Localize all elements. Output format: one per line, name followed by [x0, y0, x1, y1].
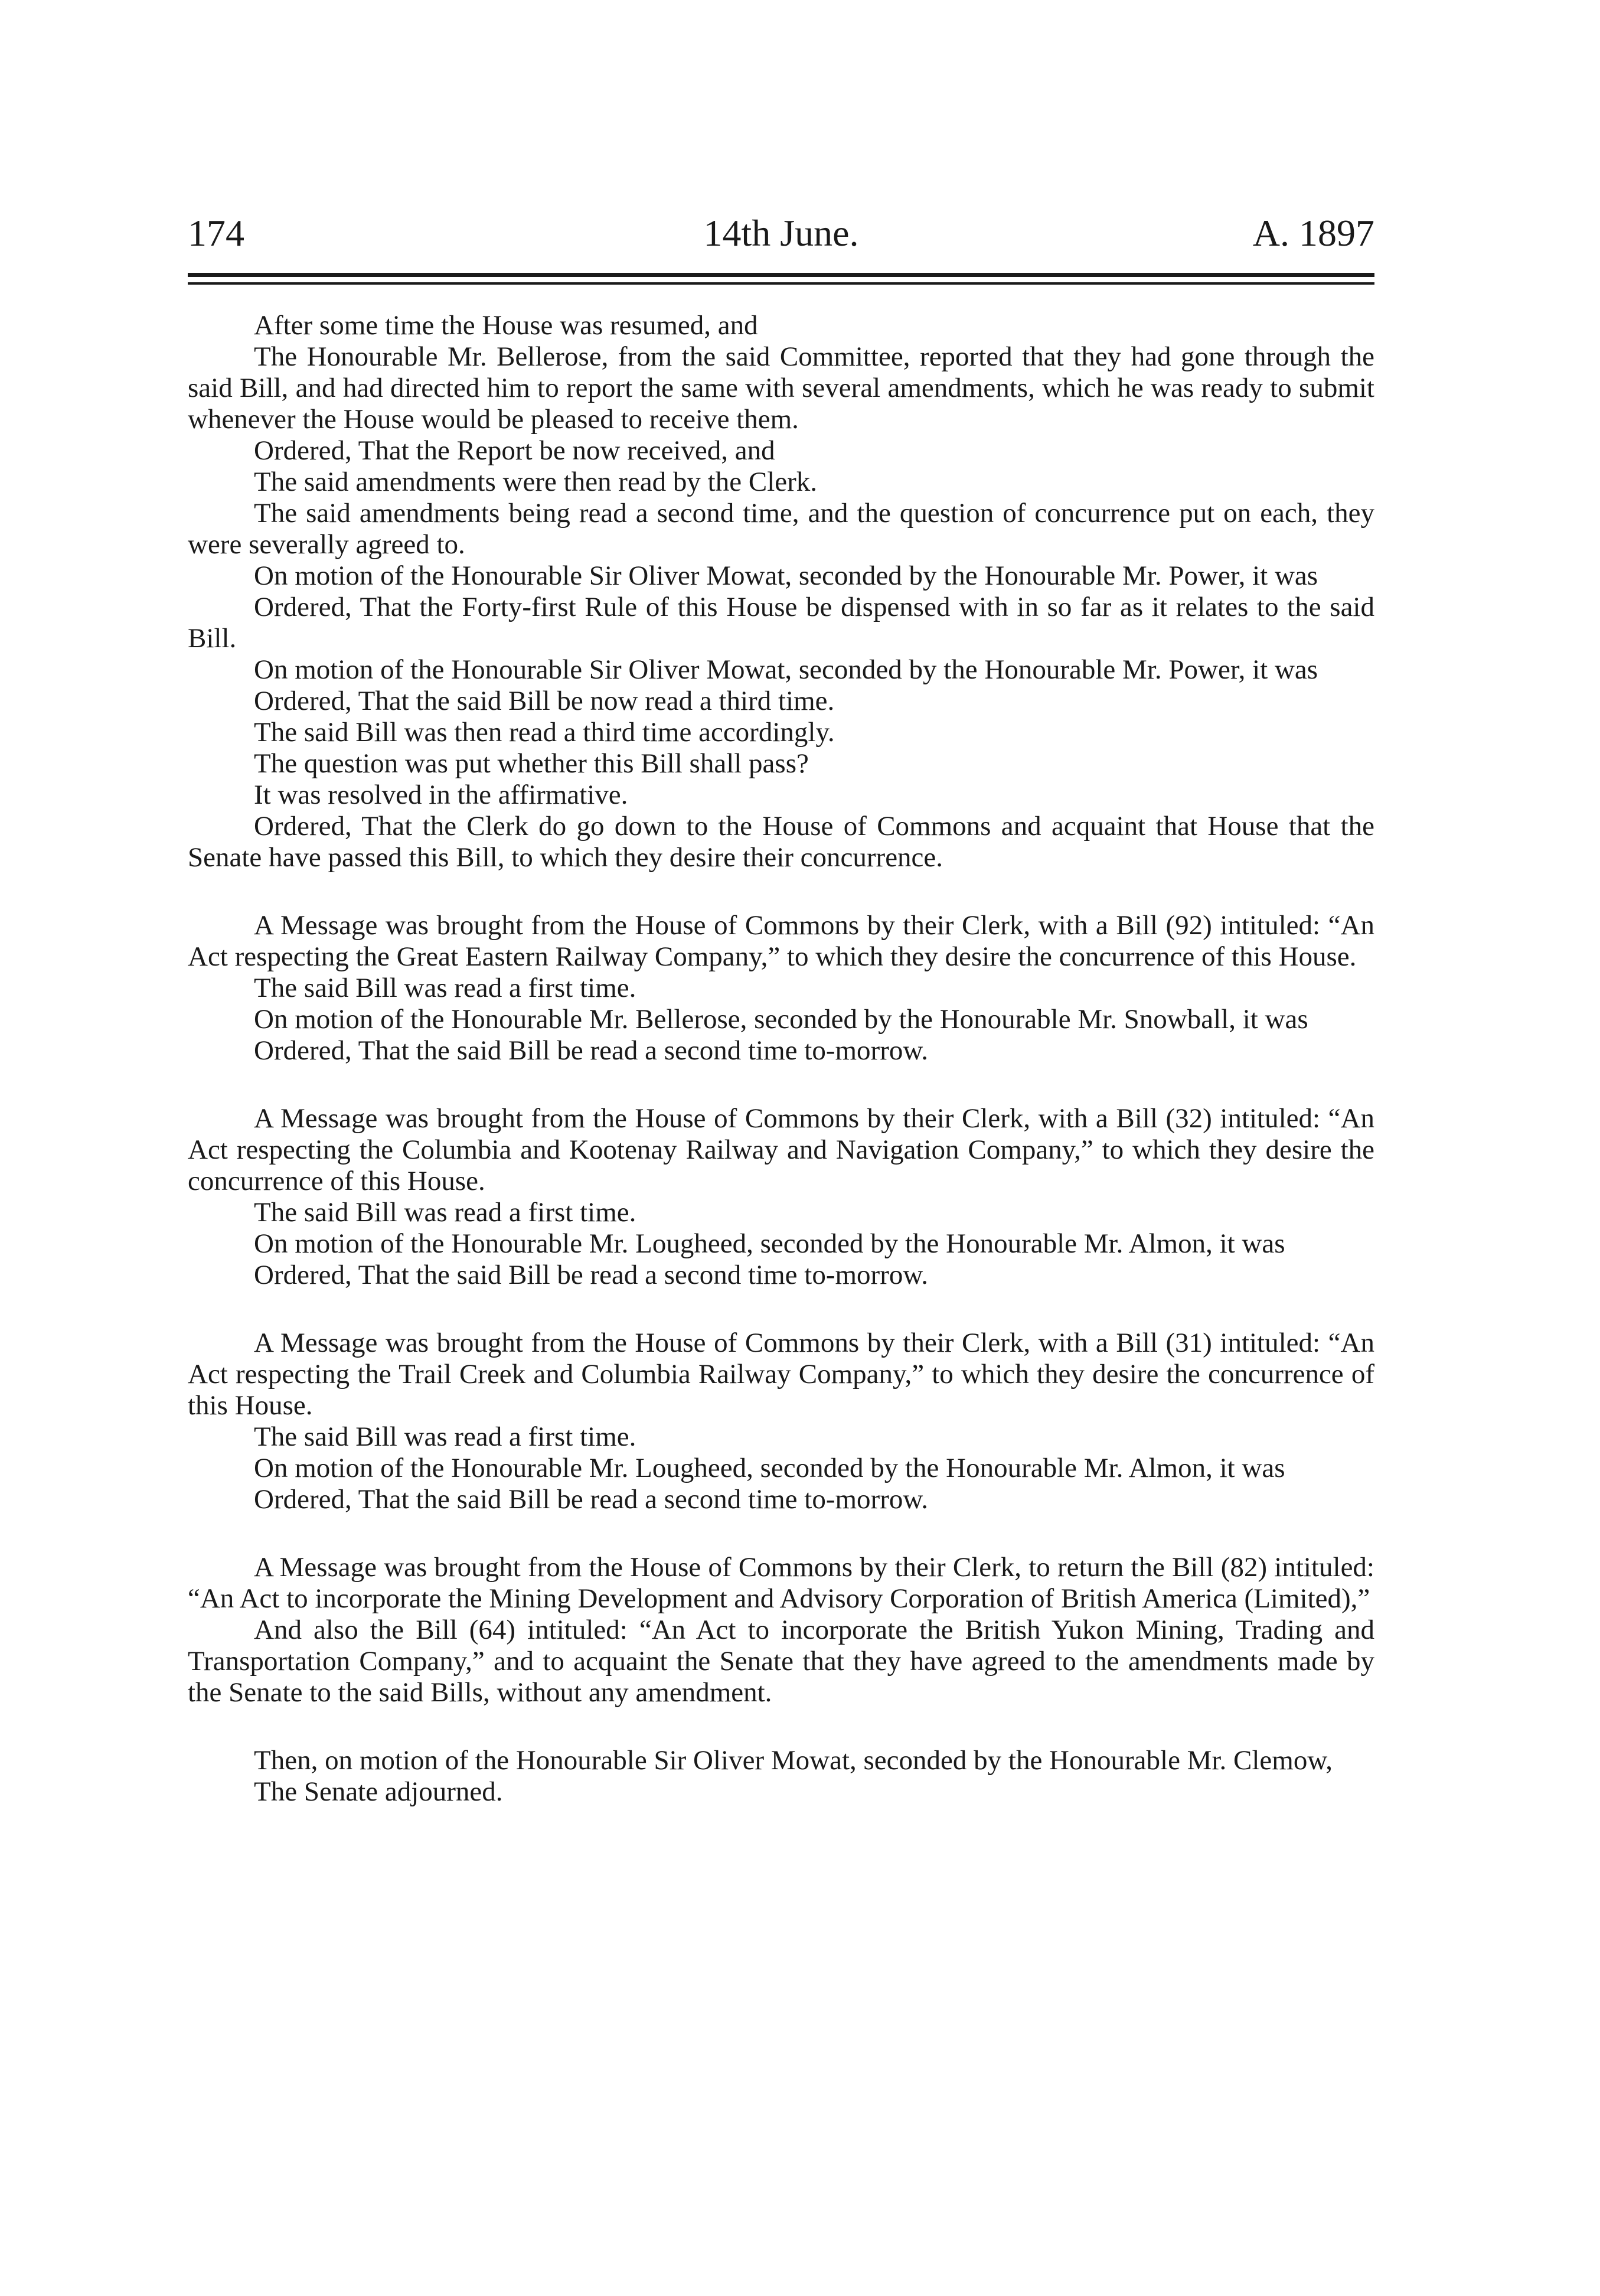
- entry-paragraph: A Message was brought from the House of Commons by their Clerk, to return the Bill (82) intituled: “An Act to incorporate the Mining Development and Advisory Corporation of British America (Limited),”: [188, 1552, 1374, 1614]
- entry-paragraph: Ordered, That the Clerk do go down to the House of Commons and acquaint that House that the Senate have passed this Bill, to which they desire their concurrence.: [188, 811, 1374, 873]
- entry-paragraph: On motion of the Honourable Mr. Bellerose, seconded by the Honourable Mr. Snowball, it was: [254, 1004, 1308, 1035]
- entry-paragraph: Ordered, That the said Bill be read a second time to-morrow.: [254, 1484, 928, 1515]
- entry-paragraph: Ordered, That the said Bill be now read a third time.: [254, 686, 835, 716]
- journal-entry: [188, 1103, 1374, 1291]
- entry-paragraph: A Message was brought from the House of Commons by their Clerk, with a Bill (31) intituled: “An Act respecting the Trail Creek and Columbia Railway Company,” to which they desire the concurrence of this House.: [188, 1328, 1374, 1421]
- entry-paragraph: The question was put whether this Bill shall pass?: [254, 748, 809, 779]
- header-rule-thin: [188, 282, 1374, 285]
- journal-body: [188, 310, 1374, 1844]
- header-date: 14th June.: [703, 212, 859, 254]
- journal-entry: [188, 1552, 1374, 1708]
- journal-entry: [188, 1745, 1374, 1808]
- entry-paragraph: Then, on motion of the Honourable Sir Oliver Mowat, seconded by the Honourable Mr. Clemow,: [254, 1745, 1333, 1776]
- entry-paragraph: A Message was brought from the House of Commons by their Clerk, with a Bill (92) intituled: “An Act respecting the Great Eastern Railway Company,” to which they desire the concurrence of this House.: [188, 910, 1374, 972]
- entry-paragraph: The said Bill was then read a third time accordingly.: [254, 717, 835, 748]
- journal-entry: [188, 910, 1374, 1067]
- entry-paragraph: The said Bill was read a first time.: [254, 973, 636, 1003]
- entry-paragraph: A Message was brought from the House of Commons by their Clerk, with a Bill (32) intituled: “An Act respecting the Columbia and Kootenay Railway and Navigation Company,” to which they desire the concurrence of this House.: [188, 1103, 1374, 1196]
- entry-paragraph: On motion of the Honourable Sir Oliver Mowat, seconded by the Honourable Mr. Power, it was: [254, 560, 1318, 591]
- entry-paragraph: The Honourable Mr. Bellerose, from the said Committee, reported that they had gone through the said Bill, and had directed him to report the same with several amendments, which he was ready to submit whenever the House would be pleased to receive them.: [188, 341, 1374, 435]
- entry-paragraph: On motion of the Honourable Sir Oliver Mowat, seconded by the Honourable Mr. Power, it was: [254, 654, 1318, 685]
- entry-paragraph: It was resolved in the affirmative.: [254, 780, 628, 810]
- header-rule-thick: [188, 273, 1374, 277]
- entry-paragraph: On motion of the Honourable Mr. Lougheed, seconded by the Honourable Mr. Almon, it was: [254, 1453, 1285, 1483]
- journal-entry: [188, 310, 1374, 873]
- entry-paragraph: The said Bill was read a first time.: [254, 1197, 636, 1228]
- page-number: 174: [188, 212, 244, 254]
- entry-paragraph: And also the Bill (64) intituled: “An Act to incorporate the British Yukon Mining, Trading and Transportation Company,” and to acquaint the Senate that they have agreed to the amendments made by the Senate to the said Bills, without any amendment.: [188, 1615, 1374, 1708]
- entry-paragraph: Ordered, That the said Bill be read a second time to-morrow.: [254, 1035, 928, 1066]
- entry-paragraph: The said Bill was read a first time.: [254, 1421, 636, 1452]
- header-year: A. 1897: [1252, 212, 1374, 254]
- entry-paragraph: Ordered, That the Forty-first Rule of this House be dispensed with in so far as it relates to the said Bill.: [188, 592, 1374, 654]
- journal-entry: [188, 1328, 1374, 1515]
- page-header: [188, 201, 1374, 266]
- entry-paragraph: After some time the House was resumed, and: [254, 310, 758, 341]
- entry-paragraph: The said amendments being read a second time, and the question of concurrence put on each, they were severally agreed to.: [188, 498, 1374, 560]
- entry-paragraph: Ordered, That the Report be now received, and: [254, 435, 775, 466]
- entry-paragraph: On motion of the Honourable Mr. Lougheed, seconded by the Honourable Mr. Almon, it was: [254, 1228, 1285, 1259]
- entry-paragraph: Ordered, That the said Bill be read a second time to-morrow.: [254, 1260, 928, 1290]
- entry-paragraph: The said amendments were then read by the Clerk.: [254, 467, 818, 497]
- entry-paragraph: The Senate adjourned.: [254, 1776, 503, 1807]
